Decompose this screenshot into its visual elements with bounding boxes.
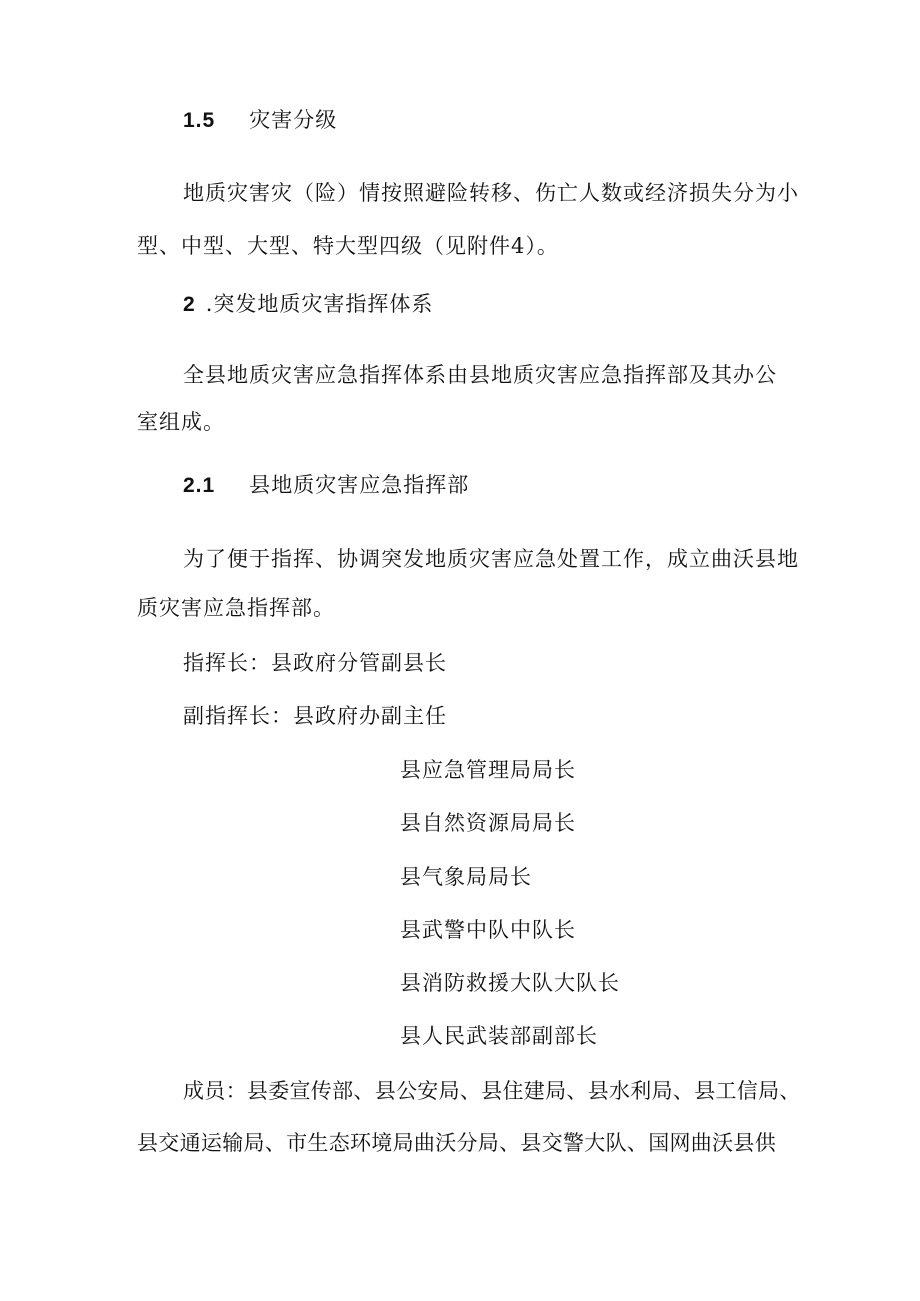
heading-2: [183, 290, 433, 319]
deputy-commander-line: 副指挥长：县政府办副主任: [183, 704, 447, 728]
paragraph-line: 为了便于指挥、协调突发地质灾害应急处置工作，成立曲沃县地: [183, 547, 799, 571]
heading-2-1: [183, 471, 469, 500]
heading-number: 1.5: [183, 109, 216, 132]
heading-1-5: [183, 106, 337, 135]
paragraph-line: 室组成。: [137, 410, 225, 434]
heading-title: 灾害分级: [249, 108, 338, 132]
heading-number: 2.1: [183, 474, 216, 497]
paragraph-line: 地质灾害灾（险）情按照避险转移、伤亡人数或经济损失分为小: [183, 181, 799, 205]
commander-line: 指挥长：县政府分管副县长: [183, 651, 447, 675]
deputy-list-item: 县自然资源局局长: [400, 811, 576, 835]
deputy-list-item: 县武警中队中队长: [400, 918, 576, 942]
deputy-list-item: 县人民武装部副部长: [400, 1024, 598, 1048]
heading-number: 2: [183, 293, 196, 316]
paragraph-line: 全县地质灾害应急指挥体系由县地质灾害应急指挥部及其办公: [183, 363, 777, 387]
heading-title: 县地质灾害应急指挥部: [249, 473, 470, 497]
deputy-list-item: 县应急管理局局长: [400, 758, 576, 782]
members-line: 县交通运输局、市生态环境局曲沃分局、县交警大队、国网曲沃县供: [137, 1131, 776, 1155]
paragraph-line: 型、中型、大型、特大型四级（见附件4）。: [137, 234, 559, 258]
paragraph-line: 质灾害应急指挥部。: [137, 596, 335, 620]
deputy-list-item: 县气象局局长: [400, 865, 532, 889]
deputy-list-item: 县消防救援大队大队长: [400, 971, 620, 995]
heading-title: .突发地质灾害指挥体系: [205, 292, 434, 316]
members-line: 成员：县委宣传部、县公安局、县住建局、县水利局、县工信局、: [183, 1079, 801, 1103]
